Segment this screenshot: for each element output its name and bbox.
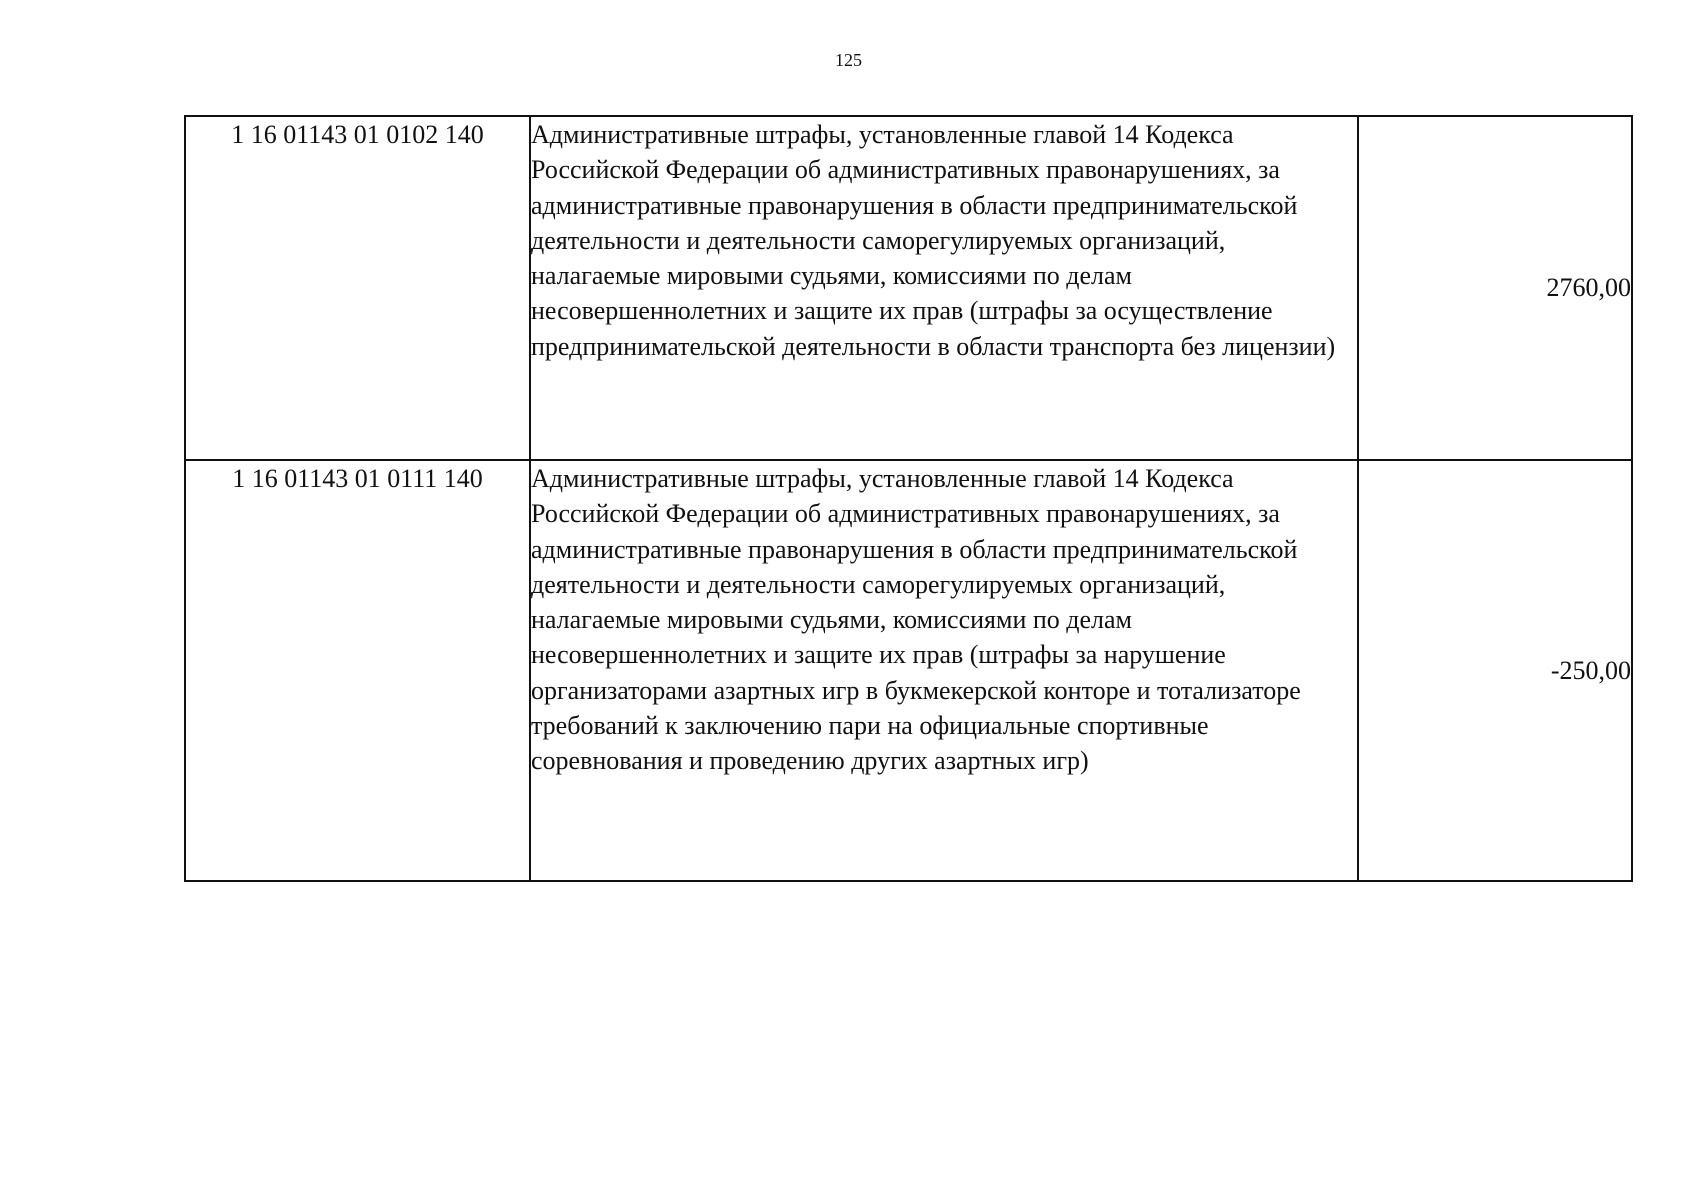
budget-table — [184, 115, 1633, 882]
table-row — [185, 116, 1632, 460]
description-cell: Административные штрафы, установленные главой 14 Кодекса Российской Федерации об административных правонарушениях, за административные правонарушения в области предпринимательской деятельности и деятельности саморегулируемых организаций, налагаемые мировыми судьями, комиссиями по делам несовершеннолетних и защите их прав (штрафы за осуществление предпринимательской деятельности в области транспорта без лицензии) — [530, 116, 1358, 460]
table-row — [185, 460, 1632, 881]
budget-code-cell: 1 16 01143 01 0111 140 — [185, 460, 530, 881]
amount-cell: 2760,00 — [1358, 116, 1632, 460]
page-number: 125 — [835, 50, 862, 70]
budget-code-cell: 1 16 01143 01 0102 140 — [185, 116, 530, 460]
description-cell: Административные штрафы, установленные главой 14 Кодекса Российской Федерации об административных правонарушениях, за административные правонарушения в области предпринимательской деятельности и деятельности саморегулируемых организаций, налагаемые мировыми судьями, комиссиями по делам несовершеннолетних и защите их прав (штрафы за нарушение организаторами азартных игр в букмекерской конторе и тотализаторе требований к заключению пари на официальные спортивные соревнования и проведению других азартных игр) — [530, 460, 1358, 881]
amount-cell: -250,00 — [1358, 460, 1632, 881]
